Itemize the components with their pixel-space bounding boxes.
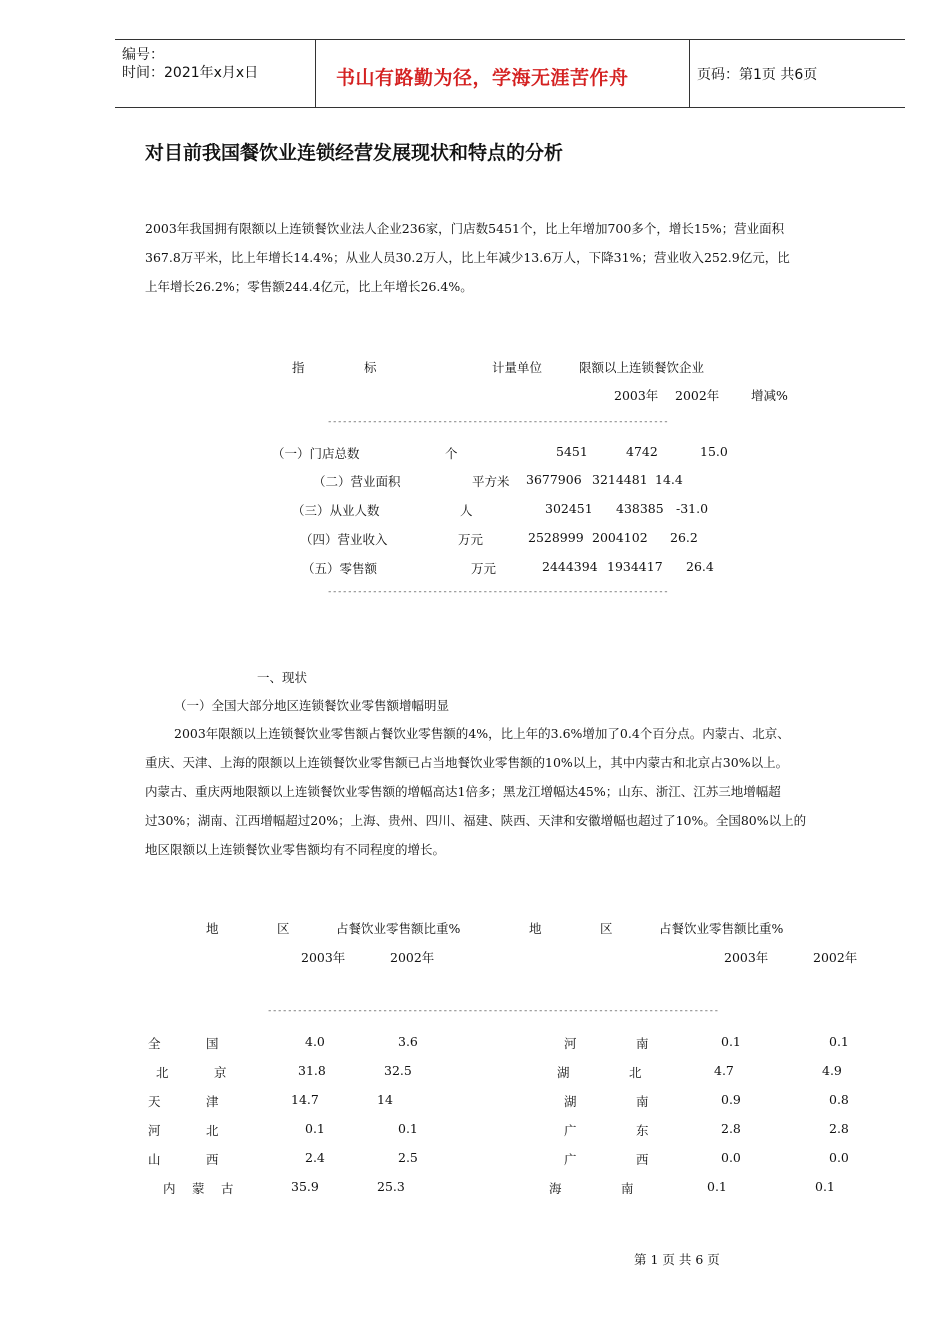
- row-value-2002: 3214481: [592, 472, 648, 487]
- page-title: 对目前我国餐饮业连锁经营发展现状和特点的分析: [145, 142, 564, 164]
- table-rule: ------------------------------------------------------------------------------------------: [267, 1006, 719, 1016]
- row-name: （三）从业人数: [292, 503, 380, 518]
- value-2002: 4.9: [822, 1063, 842, 1078]
- header-divider-right: [689, 39, 690, 107]
- row-change: 26.2: [670, 530, 698, 545]
- value-2003: 0.9: [721, 1092, 741, 1107]
- section-line-2: 重庆、天津、上海的限额以上连锁餐饮业零售额已占当地餐饮业零售额的10%以上，其中内蒙古和北京占30%以上。: [145, 755, 789, 770]
- col-header-2003-right: 2003年: [724, 950, 769, 965]
- col-header-qu-right: 区: [600, 921, 613, 936]
- row-change: 26.4: [686, 559, 714, 574]
- col-header-2002: 2002年: [675, 388, 720, 403]
- col-header-group: 限额以上连锁餐饮企业: [579, 360, 705, 375]
- row-unit: 人: [460, 503, 473, 518]
- header-bottom-rule: [115, 107, 905, 108]
- region-char: 北: [206, 1123, 219, 1138]
- region-char: 蒙: [192, 1181, 205, 1196]
- region-char: 广: [564, 1123, 577, 1138]
- page-footer: 第 1 页 共 6 页: [634, 1252, 720, 1267]
- value-2002: 3.6: [398, 1034, 418, 1049]
- row-value-2002: 4742: [626, 444, 658, 459]
- region-char: 西: [636, 1152, 649, 1167]
- row-value-2003: 2444394: [542, 559, 598, 574]
- section-line-5: 地区限额以上连锁餐饮业零售额均有不同程度的增长。: [145, 842, 446, 857]
- intro-line-3: 上年增长26.2%；零售额244.4亿元，比上年增长26.4%。: [145, 279, 473, 294]
- region-char: 湖: [557, 1065, 570, 1080]
- row-value-2003: 5451: [556, 444, 588, 459]
- value-2003: 35.9: [291, 1179, 319, 1194]
- value-2003: 2.4: [305, 1150, 325, 1165]
- value-2002: 0.8: [829, 1092, 849, 1107]
- row-unit: 个: [445, 446, 458, 461]
- row-value-2003: 302451: [545, 501, 593, 516]
- row-unit: 万元: [458, 532, 484, 547]
- header-page-info: 页码：第1页 共6页: [697, 67, 818, 83]
- value-2002: 14: [377, 1092, 393, 1107]
- header-top-rule: [115, 39, 905, 40]
- region-char: 京: [214, 1065, 227, 1080]
- row-value-2003: 2528999: [528, 530, 584, 545]
- section-line-4: 过30%；湖南、江西增幅超过20%；上海、贵州、四川、福建、陕西、天津和安徽增幅也超过了10%。全国80%以上的: [145, 813, 807, 828]
- section-subheading: （一）全国大部分地区连锁餐饮业零售额增幅明显: [174, 698, 450, 713]
- time-label: 时间：2021年x月x日: [122, 65, 259, 81]
- col-header-share-left: 占餐饮业零售额比重%: [336, 921, 461, 936]
- row-name: （二）营业面积: [313, 474, 401, 489]
- col-header-qu-left: 区: [277, 921, 290, 936]
- region-char: 北: [156, 1065, 169, 1080]
- region-char: 西: [206, 1152, 219, 1167]
- value-2002: 25.3: [377, 1179, 405, 1194]
- value-2003: 0.1: [305, 1121, 325, 1136]
- row-name: （一）门店总数: [272, 446, 360, 461]
- value-2003: 14.7: [291, 1092, 319, 1107]
- row-name: （四）营业收入: [300, 532, 388, 547]
- value-2002: 0.1: [398, 1121, 418, 1136]
- value-2003: 0.0: [721, 1150, 741, 1165]
- table-rule-top: --------------------------------------------------------------------: [327, 417, 669, 427]
- row-value-2002: 2004102: [592, 530, 648, 545]
- row-change: 15.0: [700, 444, 728, 459]
- intro-line-1: 2003年我国拥有限额以上连锁餐饮业法人企业236家，门店数5451个，比上年增加700多个，增长15%；营业面积: [145, 221, 785, 236]
- col-header-zhi: 指: [292, 360, 305, 375]
- section-line-3: 内蒙古、重庆两地限额以上连锁餐饮业零售额的增幅高达1倍多；黑龙江增幅达45%；山东、浙江、江苏三地增幅超: [145, 784, 781, 799]
- value-2002: 2.8: [829, 1121, 849, 1136]
- intro-line-2: 367.8万平米，比上年增长14.4%；从业人员30.2万人，比上年减少13.6万人，下降31%；营业收入252.9亿元，比: [145, 250, 790, 265]
- region-char: 国: [206, 1036, 219, 1051]
- region-char: 河: [148, 1123, 161, 1138]
- value-2003: 4.0: [305, 1034, 325, 1049]
- table-rule-bottom: --------------------------------------------------------------------: [327, 587, 669, 597]
- value-2003: 0.1: [707, 1179, 727, 1194]
- col-header-2002-left: 2002年: [390, 950, 435, 965]
- col-header-2003-left: 2003年: [301, 950, 346, 965]
- section-line-1: 2003年限额以上连锁餐饮业零售额占餐饮业零售额的4%，比上年的3.6%增加了0.4个百分点。内蒙古、北京、: [174, 726, 790, 741]
- row-change: -31.0: [676, 501, 709, 516]
- col-header-change: 增减%: [751, 388, 788, 403]
- region-char: 湖: [564, 1094, 577, 1109]
- region-char: 东: [636, 1123, 649, 1138]
- region-char: 山: [148, 1152, 161, 1167]
- region-char: 广: [564, 1152, 577, 1167]
- col-header-di-left: 地: [206, 921, 219, 936]
- col-header-share-right: 占餐饮业零售额比重%: [659, 921, 784, 936]
- value-2003: 4.7: [714, 1063, 734, 1078]
- value-2002: 0.1: [829, 1034, 849, 1049]
- value-2002: 0.0: [829, 1150, 849, 1165]
- number-label: 编号：: [122, 47, 164, 63]
- value-2002: 2.5: [398, 1150, 418, 1165]
- row-name: （五）零售额: [302, 561, 378, 576]
- value-2002: 32.5: [384, 1063, 412, 1078]
- col-header-2003: 2003年: [614, 388, 659, 403]
- value-2003: 2.8: [721, 1121, 741, 1136]
- region-char: 津: [206, 1094, 219, 1109]
- col-header-biao: 标: [364, 360, 377, 375]
- row-change: 14.4: [655, 472, 683, 487]
- region-char: 河: [564, 1036, 577, 1051]
- region-char: 内: [163, 1181, 176, 1196]
- header-divider-left: [315, 39, 316, 107]
- region-char: 古: [221, 1181, 234, 1196]
- row-unit: 平方米: [472, 474, 510, 489]
- row-value-2002: 438385: [616, 501, 664, 516]
- header-motto: 书山有路勤为径，学海无涯苦作舟: [336, 67, 629, 89]
- region-char: 天: [148, 1094, 161, 1109]
- col-header-2002-right: 2002年: [813, 950, 858, 965]
- region-char: 南: [636, 1094, 649, 1109]
- section-heading: 一、现状: [257, 670, 308, 685]
- value-2003: 31.8: [298, 1063, 326, 1078]
- value-2003: 0.1: [721, 1034, 741, 1049]
- region-char: 南: [621, 1181, 634, 1196]
- region-char: 海: [549, 1181, 562, 1196]
- region-char: 南: [636, 1036, 649, 1051]
- value-2002: 0.1: [815, 1179, 835, 1194]
- row-value-2002: 1934417: [607, 559, 663, 574]
- col-header-di-right: 地: [529, 921, 542, 936]
- region-char: 全: [148, 1036, 161, 1051]
- region-char: 北: [629, 1065, 642, 1080]
- row-value-2003: 3677906: [526, 472, 582, 487]
- col-header-unit: 计量单位: [492, 360, 543, 375]
- row-unit: 万元: [471, 561, 497, 576]
